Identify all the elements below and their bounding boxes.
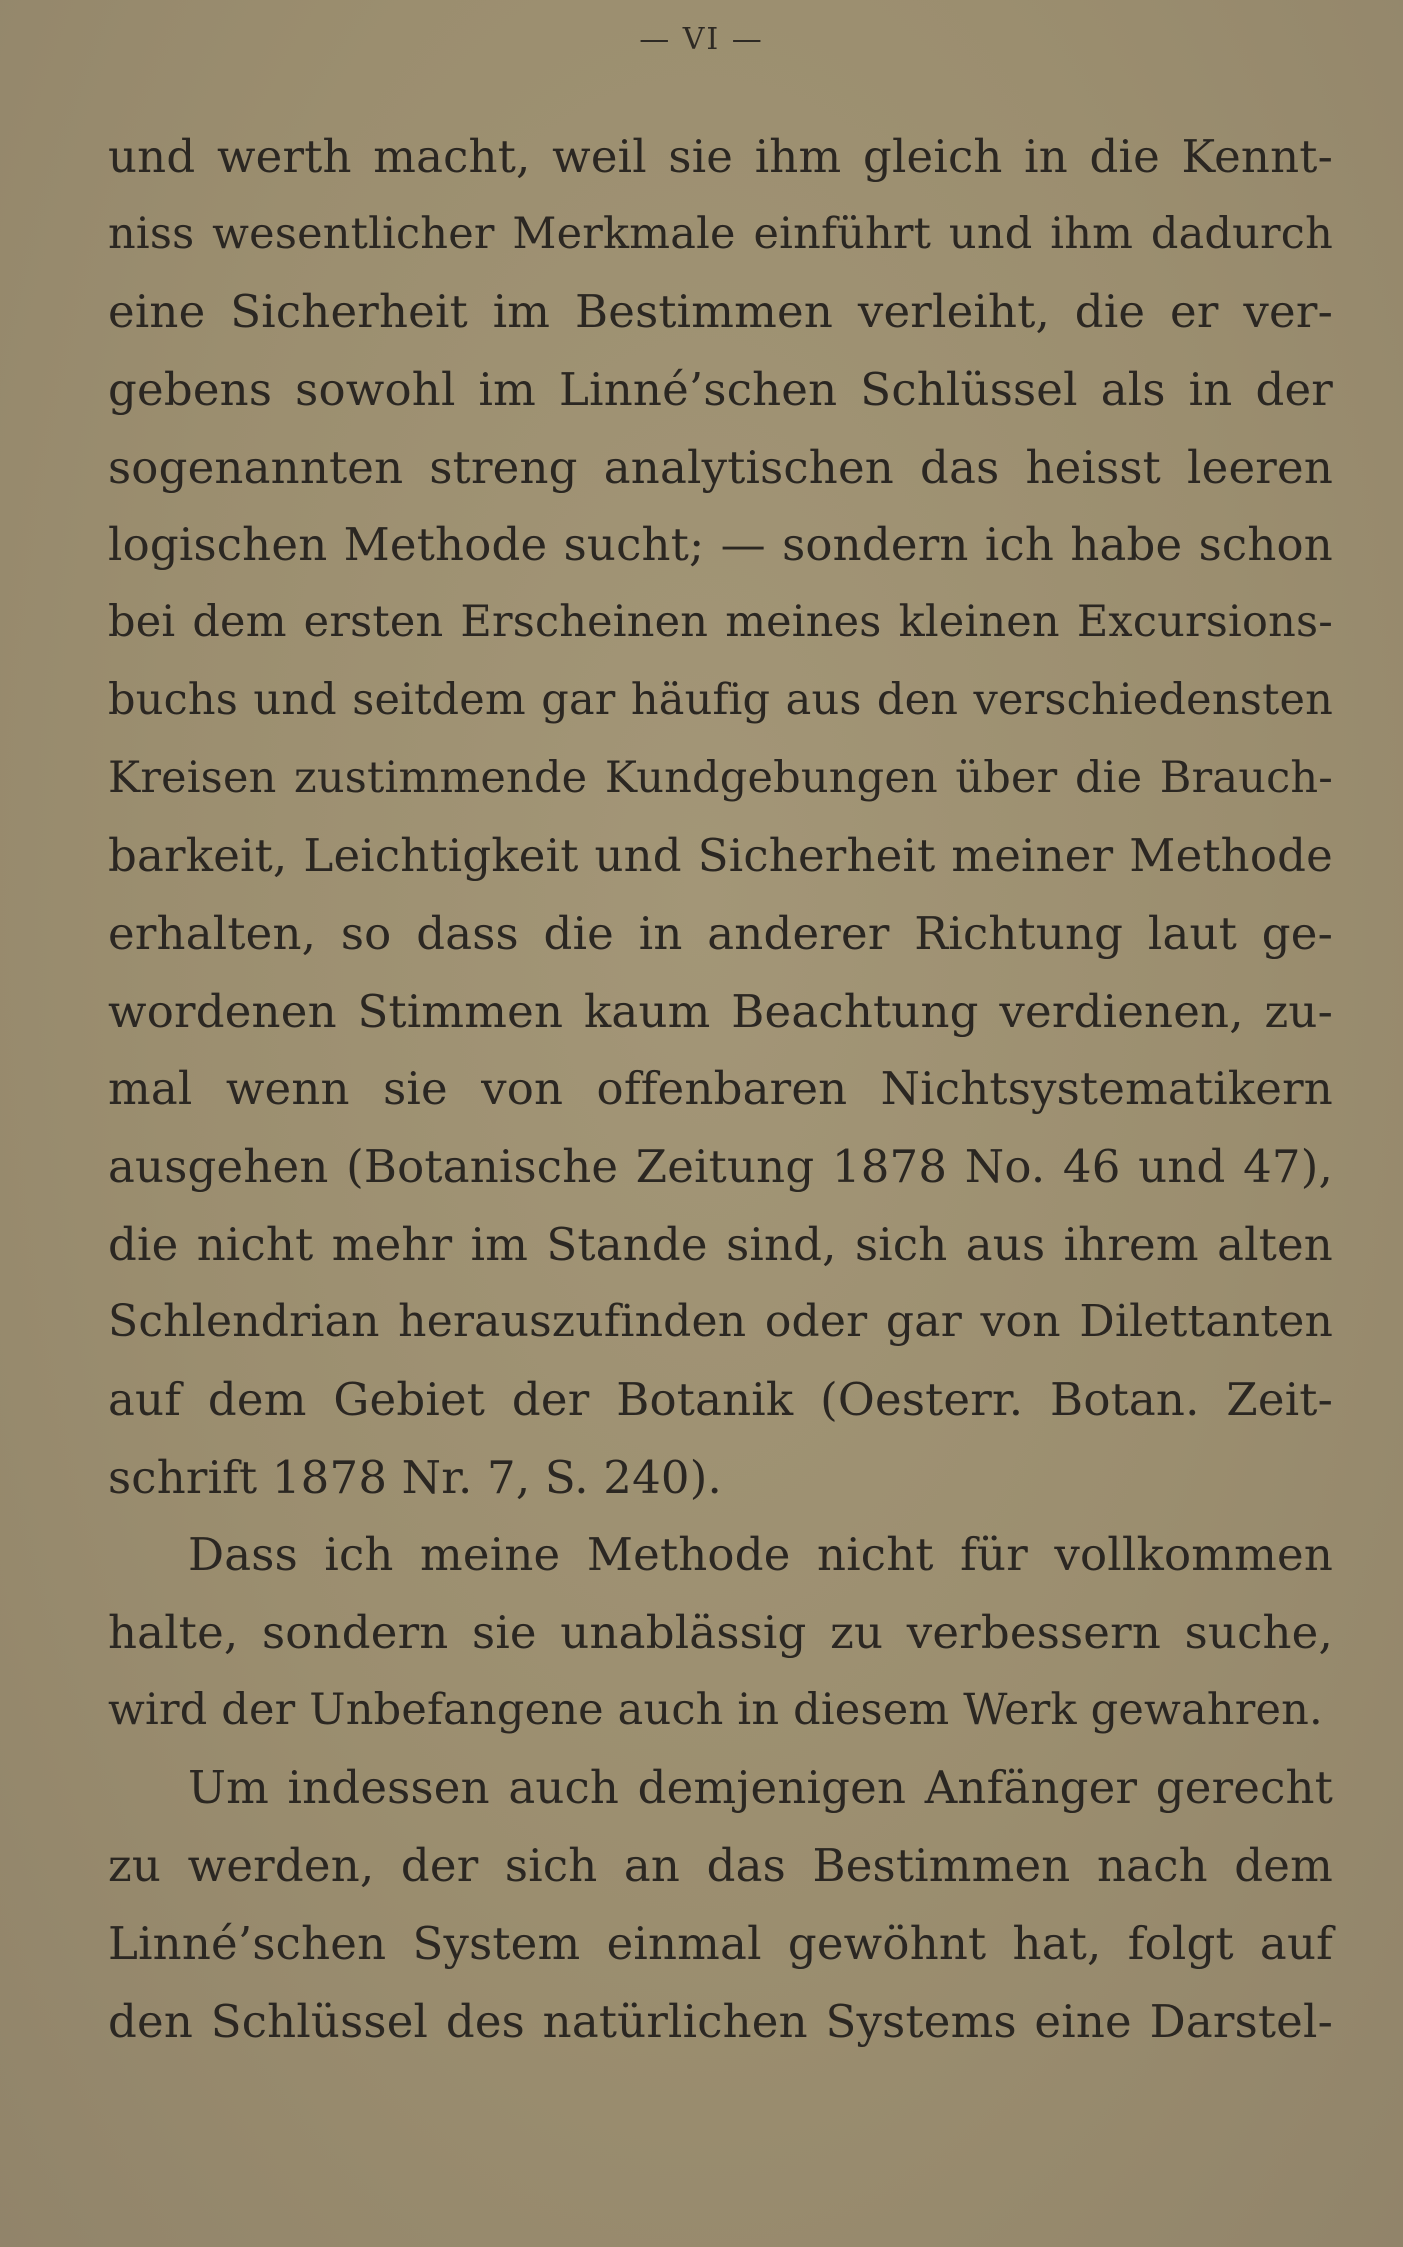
text-line: gebens sowohl im Linné’schen Schlüssel als in der <box>108 363 1333 417</box>
text-line: sogenannten streng analytischen das heisst leeren <box>108 440 1333 494</box>
text-line: eine Sicherheit im Bestimmen verleiht, die er ver- <box>108 285 1333 339</box>
text-line: logischen Methode sucht; — sondern ich habe schon <box>108 518 1333 572</box>
text-line: schrift 1878 Nr. 7, S. 240). <box>108 1450 723 1504</box>
text-line: Dass ich meine Methode nicht für vollkommen <box>188 1528 1333 1582</box>
text-line: Kreisen zustimmende Kundgebungen über die Brauch- <box>108 752 1333 803</box>
text-line: und werth macht, weil sie ihm gleich in die Kennt- <box>108 130 1333 183</box>
body-text <box>108 118 1333 2060</box>
text-line: barkeit, Leichtigkeit und Sicherheit meiner Methode <box>108 829 1333 883</box>
text-line: mal wenn sie von offenbaren Nichtsystematikern <box>108 1062 1333 1116</box>
paragraph-2 <box>108 1516 1333 1749</box>
text-line: wordenen Stimmen kaum Beachtung verdienen, zu- <box>108 984 1333 1038</box>
text-line: erhalten, so dass die in anderer Richtung laut ge- <box>108 906 1333 960</box>
text-line: den Schlüssel des natürlichen Systems eine Darstel- <box>108 1994 1333 2048</box>
text-line: niss wesentlicher Merkmale einführt und ihm dadurch <box>108 208 1333 259</box>
text-line: wird der Unbefangene auch in diesem Werk gewahren. <box>108 1684 1323 1735</box>
text-line: auf dem Gebiet der Botanik (Oesterr. Botan. Zeit- <box>108 1373 1333 1426</box>
text-line: zu werden, der sich an das Bestimmen nach dem <box>108 1839 1333 1893</box>
paragraph-1 <box>108 118 1333 1516</box>
page-number-header: — VI — <box>639 22 764 57</box>
text-line: Linné’schen System einmal gewöhnt hat, folgt auf <box>108 1916 1333 1970</box>
text-line: die nicht mehr im Stande sind, sich aus ihrem alten <box>108 1217 1333 1271</box>
text-line: buchs und seitdem gar häufig aus den verschiedensten <box>108 674 1333 725</box>
text-line: Um indessen auch demjenigen Anfänger gerecht <box>188 1761 1333 1815</box>
text-line: bei dem ersten Erscheinen meines kleinen Excursions- <box>108 597 1333 648</box>
text-line: ausgehen (Botanische Zeitung 1878 No. 46 und 47), <box>108 1139 1333 1193</box>
text-line: Schlendrian herauszufinden oder gar von Dilettanten <box>108 1296 1333 1348</box>
paragraph-3 <box>108 1749 1333 2060</box>
text-line: halte, sondern sie unablässig zu verbessern suche, <box>108 1606 1333 1660</box>
